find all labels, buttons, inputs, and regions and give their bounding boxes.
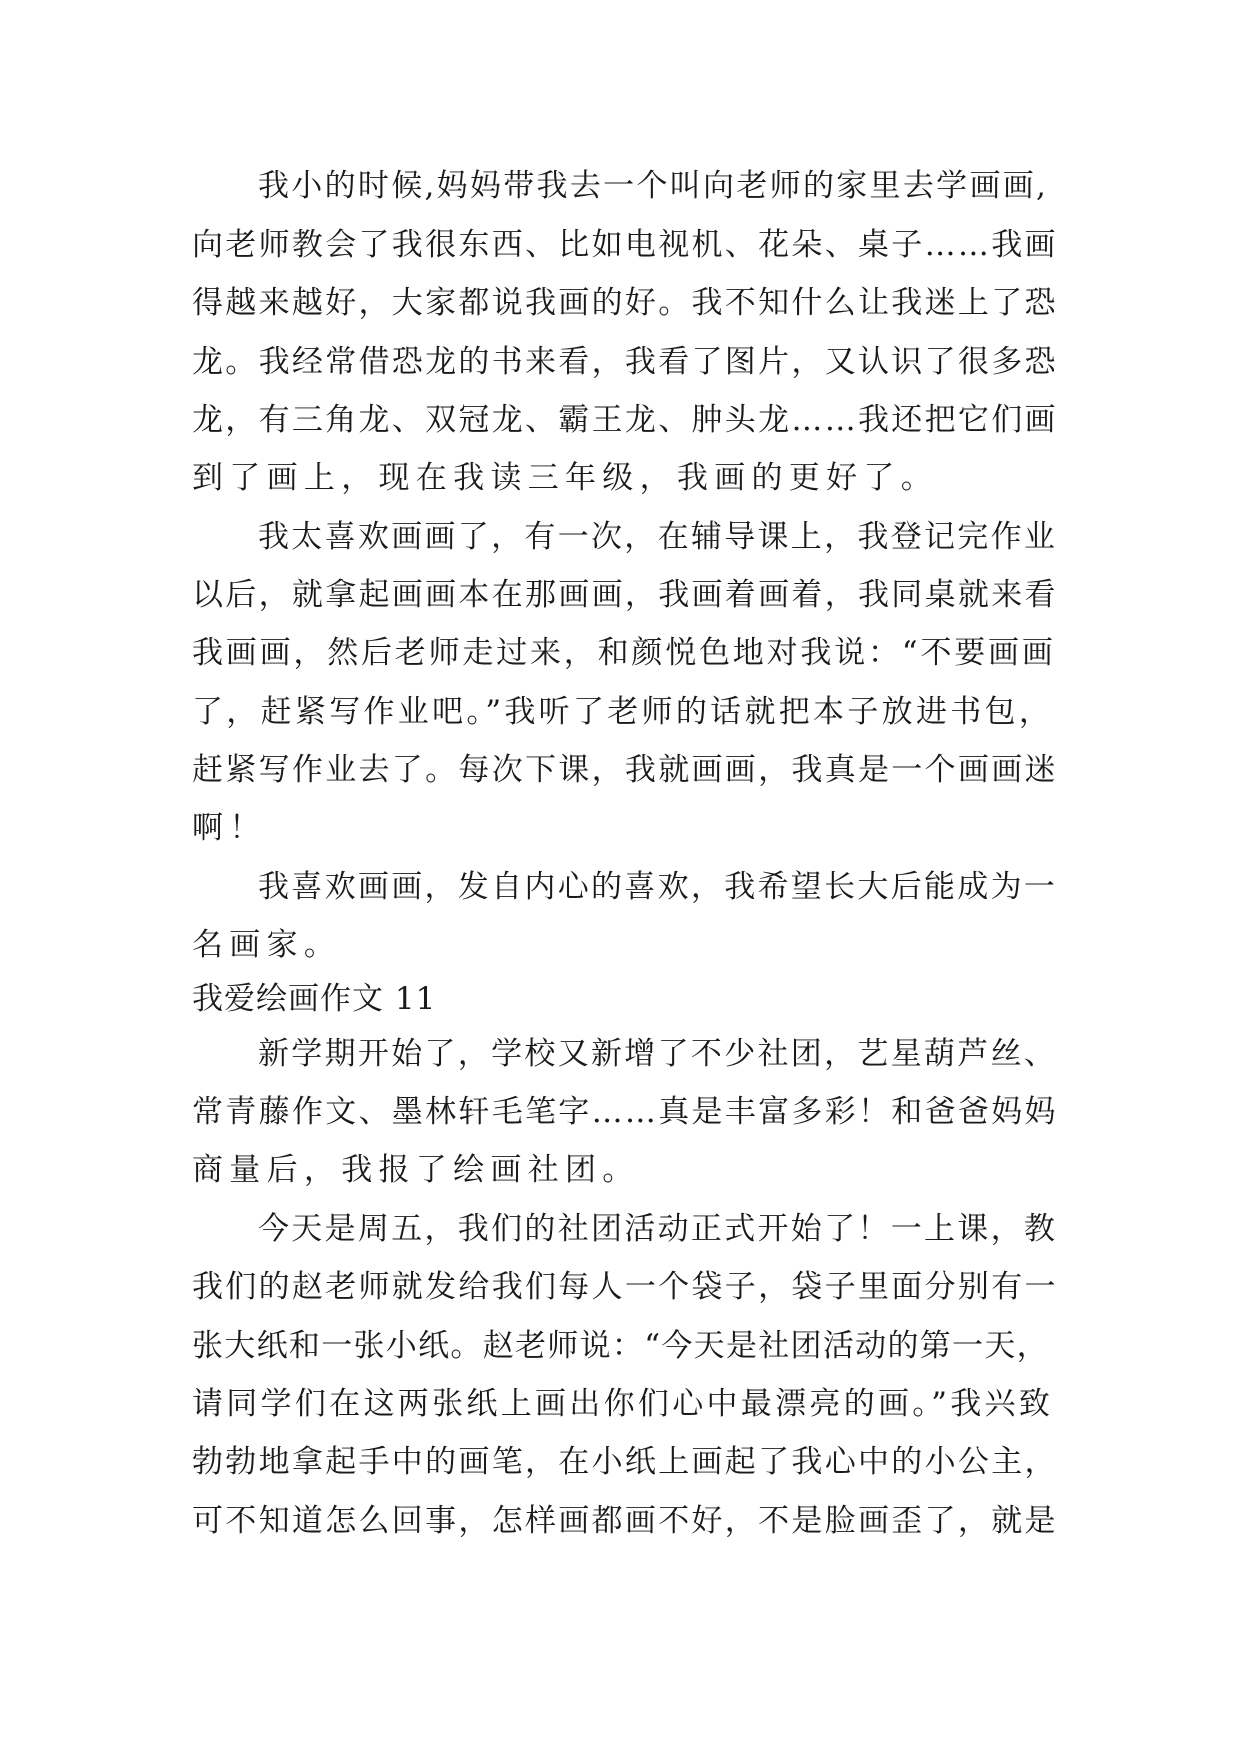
text-line: 啊！ bbox=[192, 810, 267, 846]
text-line: 到了画上，现在我读三年级，我画的更好了。 bbox=[192, 460, 938, 496]
text-line: 名画家。 bbox=[192, 927, 342, 963]
text-line: 可不知道怎么回事，怎样画都画不好，不是脸画歪了，就是 bbox=[192, 1503, 1058, 1539]
text-line: 赶紧写作业去了。每次下课，我就画画，我真是一个画画迷 bbox=[192, 752, 1058, 788]
text-line: 我们的赵老师就发给我们每人一个袋子，袋子里面分别有一 bbox=[192, 1269, 1058, 1305]
text-line: 龙，有三角龙、双冠龙、霸王龙、肿头龙……我还把它们画 bbox=[192, 402, 1058, 438]
text-line: 我小的时候,妈妈带我去一个叫向老师的家里去学画画, bbox=[258, 168, 1049, 204]
text-line: 我太喜欢画画了，有一次，在辅导课上，我登记完作业 bbox=[258, 519, 1058, 555]
text-line: 我喜欢画画，发自内心的喜欢，我希望长大后能成为一 bbox=[258, 869, 1058, 905]
text-line: 新学期开始了，学校又新增了不少社团，艺星葫芦丝、 bbox=[258, 1036, 1058, 1072]
text-line: 勃勃地拿起手中的画笔，在小纸上画起了我心中的小公主， bbox=[192, 1444, 1058, 1480]
text-line: 张大纸和一张小纸。赵老师说：“今天是社团活动的第一天， bbox=[192, 1328, 1049, 1364]
text-line: 以后，就拿起画画本在那画画，我画着画着，我同桌就来看 bbox=[192, 577, 1058, 613]
text-line: 向老师教会了我很东西、比如电视机、花朵、桌子……我画 bbox=[192, 227, 1058, 263]
text-line: 我画画，然后老师走过来，和颜悦色地对我说：“不要画画 bbox=[192, 635, 1056, 671]
text-line: 商量后，我报了绘画社团。 bbox=[192, 1152, 640, 1188]
text-line: 得越来越好，大家都说我画的好。我不知什么让我迷上了恐 bbox=[192, 285, 1058, 321]
text-line: 龙。我经常借恐龙的书来看，我看了图片，又认识了很多恐 bbox=[192, 344, 1058, 380]
heading-text: 我爱绘画作文 11 bbox=[192, 981, 437, 1017]
text-line: 请同学们在这两张纸上画出你们心中最漂亮的画。”我兴致 bbox=[192, 1386, 1054, 1422]
text-line: 了，赶紧写作业吧。”我听了老师的话就把本子放进书包， bbox=[192, 694, 1054, 730]
text-line: 今天是周五，我们的社团活动正式开始了！一上课，教 bbox=[258, 1211, 1058, 1247]
text-line: 常青藤作文、墨林轩毛笔字……真是丰富多彩！和爸爸妈妈 bbox=[192, 1094, 1058, 1130]
